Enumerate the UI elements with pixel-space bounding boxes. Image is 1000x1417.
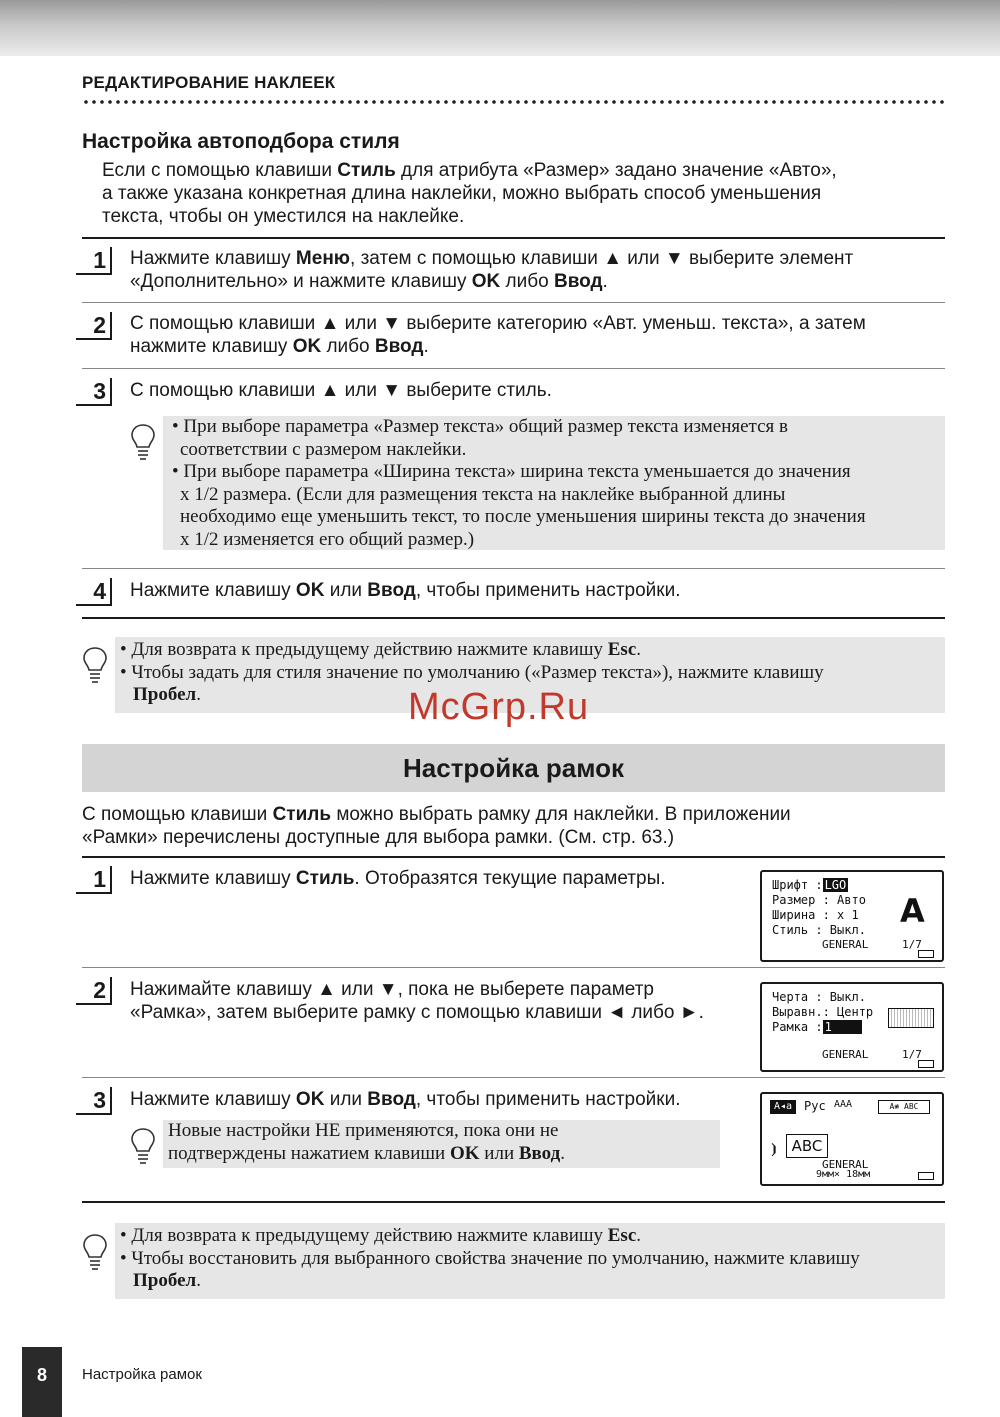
step-3-note [163,416,945,550]
lcd-footer: GENERAL [822,1048,869,1061]
step-text-part: нажмите клавишу [130,336,293,357]
step-divider [82,368,945,369]
step-text-part: либо [321,336,375,357]
watermark: McGrp.Ru [408,686,590,728]
step-4-text [130,579,681,602]
lcd-footer: GENERAL [822,938,869,951]
key-space: Пробел [133,684,197,705]
cursor-icon: ⦘ [770,1142,779,1158]
intro-part: для атрибута «Размер» задано значение «Авто», [395,160,837,181]
step-number: 1 [76,247,112,275]
intro-part: «Рамки» перечислены доступные для выбора рамки. (См. стр. 63.) [82,827,675,848]
key-space: Пробел [133,1270,197,1291]
step-number: 3 [76,1087,112,1115]
step-divider [82,967,945,968]
lcd-page: 1/7 [902,938,922,951]
key-esc: Esc [607,1225,637,1246]
frame-preview-icon [888,1008,934,1028]
lightbulb-icon [130,422,156,462]
lcd-preview-letter: A [900,892,925,930]
step-number: 2 [76,312,112,340]
note-line: • При выборе параметра «Размер текста» общий размер текста изменяется в [172,416,788,437]
step-divider [82,1201,945,1203]
tip-box: • Для возврата к предыдущему действию нажмите клавишу Esc. • Чтобы задать для стиля значение по умолчанию («Размер текста»), нажмите клавишу Пробел. [115,637,945,713]
step-text-part: , чтобы применить настройки. [415,1089,681,1110]
key-ok: OK [295,580,325,601]
dotted-divider [82,99,947,105]
step-text-part: «Дополнительно» и нажмите клавишу [130,271,472,292]
note-line: . [560,1142,565,1164]
step-text-part: Нажмите клавишу [130,868,296,889]
step-text-part: либо [500,271,554,292]
step-text-part: Нажмите клавишу [130,580,296,601]
frames-intro [82,803,791,849]
key-enter: Ввод [367,580,416,601]
footer-title: Настройка рамок [82,1366,202,1383]
step-text-part: . Отобразятся текущие параметры. [354,868,666,889]
lcd-page: 1/7 [902,1048,922,1061]
step-text-part: , затем с помощью клавиши ▲ или ▼ выберите элемент [350,248,854,269]
step-number: 1 [76,866,112,894]
section-header: РЕДАКТИРОВАНИЕ НАКЛЕЕК [82,73,336,92]
step-text-part: . [423,336,429,357]
lcd-row: Черта : Выкл. [772,990,866,1004]
lcd-rows [772,990,873,1035]
intro-part: С помощью клавиши [82,804,273,825]
note-line: соответствии с размером наклейки. [180,438,467,460]
step-1-text [130,247,853,293]
key-ok: OK [295,1089,325,1110]
note-line: необходимо еще уменьшить текст, то после уменьшения ширины текста до значения [180,506,866,527]
lcd-footer: GENERAL [822,1158,869,1171]
lcd-row: Выравн.: Центр [772,1005,874,1019]
intro-line-2: а также указана конкретная длина наклейки, можно выбрать способ уменьшения [102,183,822,204]
tip-text: . [196,684,201,705]
lcd-selected: 1 [823,1020,862,1034]
frame-step-3-text [130,1088,681,1111]
lcd-language: Рус [804,1099,826,1113]
top-gradient-bar [0,0,1000,56]
auto-style-intro [102,159,837,228]
step-divider [82,237,945,239]
key-enter: Ввод [374,336,424,357]
step-3-text: С помощью клавиши ▲ или ▼ выберите стиль. [130,380,552,401]
key-enter: Ввод [518,1142,561,1164]
step-text-part: или [324,1089,368,1110]
lcd-selected: LGO [824,878,847,892]
intro-part: можно выбрать рамку для наклейки. В приложении [331,804,791,825]
lcd-row: Ширина : x 1 [772,908,859,922]
lcd-rows [772,878,866,938]
note-line: Новые настройки НЕ применяются, пока они не [168,1120,559,1141]
lcd-text-screen [760,1092,944,1186]
step-text-part: . [602,271,608,292]
step-divider [82,568,945,569]
note-line: • При выборе параметра «Ширина текста» ширина текста уменьшается до значения [172,461,851,482]
step-text-part: или [324,580,368,601]
lightbulb-icon [130,1126,156,1166]
key-style: Стиль [337,160,396,181]
intro-line-3: текста, чтобы он уместился на наклейке. [102,206,465,227]
step-divider [82,856,945,858]
key-style: Стиль [272,804,332,825]
step-text-part: «Рамка», затем выберите рамку с помощью клавиши ◄ либо ►. [130,1002,704,1023]
frame-step-2-text [130,978,704,1024]
step-text-part: С помощью клавиши ▲ или ▼ выберите категорию «Авт. уменьш. текста», а затем [130,313,866,334]
frame-step-3-note [163,1120,720,1168]
tip-text: • Для возврата к предыдущему действию нажмите клавишу [120,639,608,660]
lcd-row: Размер : Авто [772,893,866,907]
auto-style-title: Настройка автоподбора стиля [82,130,400,153]
key-ok: OK [471,271,501,292]
key-ok: OK [292,336,322,357]
tip-text: • Чтобы восстановить для выбранного свойства значение по умолчанию, нажмите клавишу [120,1247,860,1269]
lightbulb-icon [82,645,108,685]
step-number: 3 [76,378,112,406]
note-line: x 1/2 размера. (Если для размещения текста на наклейке выбранной длины [180,483,786,505]
lcd-frame-screen [760,982,944,1072]
tip-text: • Для возврата к предыдущему действию нажмите клавишу [120,1225,608,1246]
step-text-part: Нажмите клавишу [130,248,296,269]
lcd-style-screen [760,870,944,962]
key-esc: Esc [607,639,637,660]
battery-icon [918,950,934,958]
step-text-part: Нажмите клавишу [130,1089,296,1110]
tip-text: . [196,1270,201,1291]
lcd-tape-size: 9мм× 18мм [816,1169,871,1180]
lcd-label-text: ABC [786,1134,828,1158]
step-divider [82,617,945,619]
frames-banner: Настройка рамок [82,744,945,792]
step-text-part: Нажимайте клавишу ▲ или ▼, пока не выберете параметр [130,979,654,1000]
battery-icon [918,1172,934,1180]
intro-part: Если с помощью клавиши [102,160,338,181]
input-mode-icon: A◂a [770,1100,796,1114]
frame-step-1-text [130,867,666,890]
step-divider [82,1077,945,1078]
key-ok: OK [449,1142,480,1164]
step-text-part: , чтобы применить настройки. [415,580,681,601]
step-number: 2 [76,977,112,1005]
key-enter: Ввод [367,1089,416,1110]
frame-indicator-icon: A≢ ABC [878,1100,930,1114]
lcd-row: Рамка : [772,1020,823,1034]
key-enter: Ввод [553,271,603,292]
page-number: 8 [22,1347,62,1417]
lcd-row: Шрифт : [772,878,823,892]
step-divider [82,302,945,303]
lightbulb-icon [82,1232,108,1272]
step-2-text [130,312,866,358]
lcd-row: Стиль : Выкл. [772,923,866,937]
size-icon: AAA [834,1099,853,1110]
note-line: x 1/2 изменяется его общий размер.) [180,528,475,550]
key-style: Стиль [295,868,355,889]
key-menu: Меню [295,248,351,269]
note-line: подтверждены нажатием клавиши [168,1142,450,1164]
tip-box: • Для возврата к предыдущему действию нажмите клавишу Esc. • Чтобы восстановить для выбранного свойства значение по умолчанию, нажмите клавишу Пробел. [115,1223,945,1299]
tip-text: • Чтобы задать для стиля значение по умолчанию («Размер текста»), нажмите клавишу [120,661,824,683]
note-line: или [479,1142,519,1164]
step-number: 4 [76,578,112,606]
battery-icon [918,1060,934,1068]
